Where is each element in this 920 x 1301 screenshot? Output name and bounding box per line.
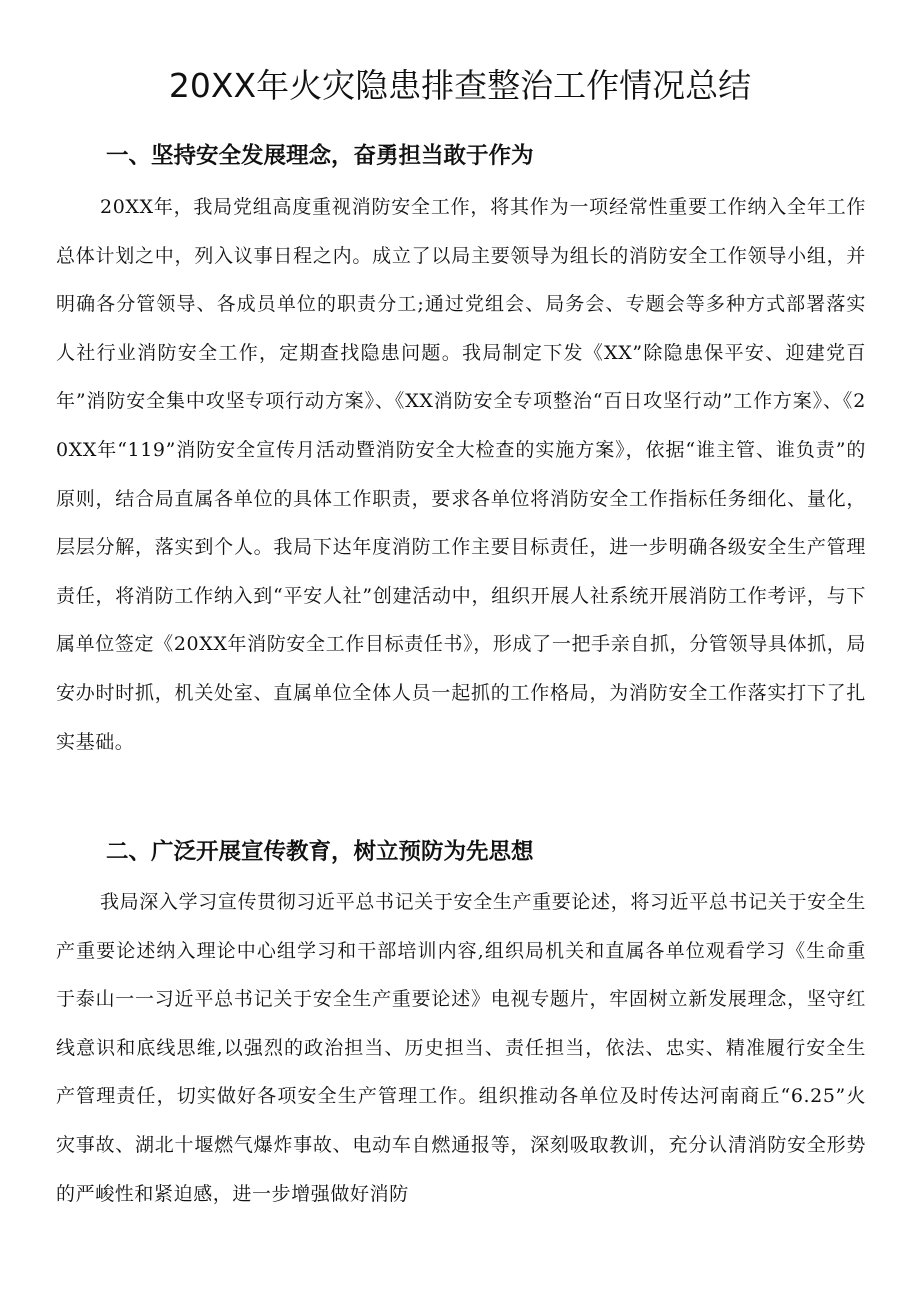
document-title: 20XX年火灾隐患排查整治工作情况总结 bbox=[168, 66, 752, 105]
section-heading-2: 二、广泛开展宣传教育，树立预防为先思想 bbox=[106, 839, 534, 865]
section-paragraph-2: 我局深入学习宣传贯彻习近平总书记关于安全生产重要论述，将习近平总书记关于安全生产重要论述纳入理论中心组学习和干部培训内容,组织局机关和直属各单位观看学习《生命重于泰山一一习近平总书记关于安全生产重要论述》电视专题片，牢固树立新发展理念，坚守红线意识和底线思维,以强烈的政治担当、历史担当、责任担当，依法、忠实、精准履行安全生产管理责任，切实做好各项安全生产管理工作。组织推动各单位及时传达河南商丘“6.25”火灾事故、湖北十堰燃气爆炸事故、电动车自燃通报等，深刻吸取教训，充分认清消防安全形势的严峻性和紧迫感，进一步增强做好消防 bbox=[56, 891, 866, 1205]
section-heading-1: 一、坚持安全发展理念，奋勇担当敢于作为 bbox=[106, 143, 534, 169]
section-paragraph-1: 20XX年，我局党组高度重视消防安全工作，将其作为一项经常性重要工作纳入全年工作总体计划之中，列入议事日程之内。成立了以局主要领导为组长的消防安全工作领导小组，并明确各分管领导、各成员单位的职责分工;通过党组会、局务会、专题会等多种方式部署落实人社行业消防安全工作，定期查找隐患问题。我局制定下发《XX”除隐患保平安、迎建党百年”消防安全集中攻坚专项行动方案》、《XX消防安全专项整治“百日攻坚行动”工作方案》、《20XX年“119”消防安全宣传月活动暨消防安全大检查的实施方案》，依据“谁主管、谁负责”的原则，结合局直属各单位的具体工作职责，要求各单位将消防安全工作指标任务细化、量化，层层分解，落实到个人。我局下达年度消防工作主要目标责任，进一步明确各级安全生产管理责任，将消防工作纳入到“平安人社”创建活动中，组织开展人社系统开展消防工作考评，与下属单位签定《20XX年消防安全工作目标责任书》，形成了一把手亲自抓，分管领导具体抓，局安办时时抓，机关处室、直属单位全体人员一起抓的工作格局，为消防安全工作落实打下了扎实基础。 bbox=[56, 196, 866, 753]
